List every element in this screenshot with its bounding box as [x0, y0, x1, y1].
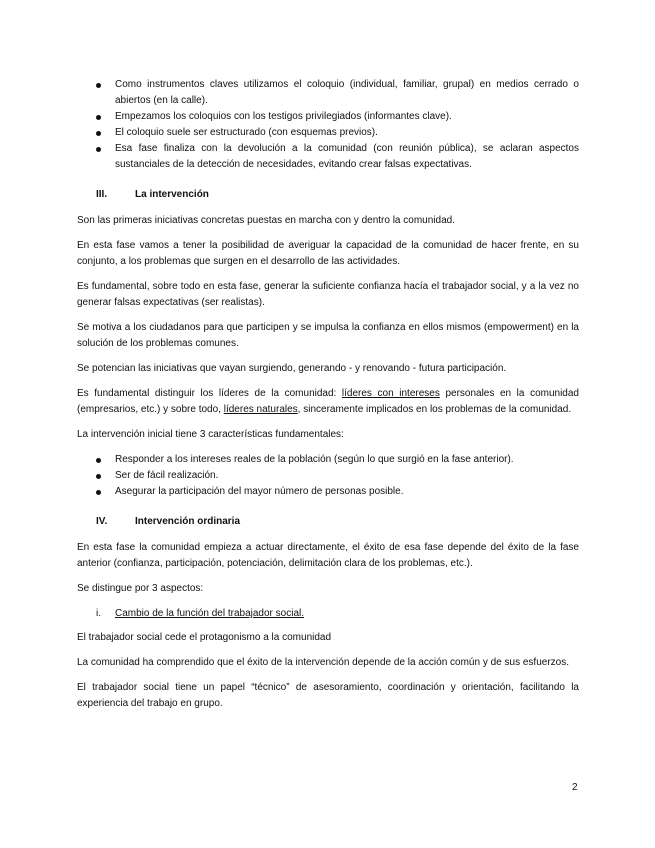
- paragraph: Se motiva a los ciudadanos para que participen y se impulsa la confianza en ellos mismos (empowerment) en la solución de los problemas comunes.: [77, 322, 579, 349]
- bullet-list-characteristics: [77, 452, 579, 500]
- bullet-icon: [96, 458, 101, 463]
- underlined-term: líderes naturales: [223, 404, 298, 415]
- subsection-heading-i: [77, 606, 579, 622]
- section-title: Intervención ordinaria: [135, 516, 241, 527]
- list-item: Empezamos los coloquios con los testigos privilegiados (informantes clave).: [77, 109, 579, 125]
- bullet-icon: [96, 147, 101, 152]
- section-title: La intervención: [135, 189, 209, 200]
- page-number: 2: [572, 782, 578, 793]
- bullet-icon: [96, 83, 101, 88]
- bullet-icon: [96, 115, 101, 120]
- paragraph: La comunidad ha comprendido que el éxito de la intervención depende de la acción común y de sus esfuerzos.: [77, 657, 569, 668]
- paragraph: Se distingue por 3 aspectos:: [77, 583, 204, 594]
- bullet-icon: [96, 131, 101, 136]
- subsection-title: Cambio de la función del trabajador social.: [115, 608, 304, 619]
- subsection-number: i.: [96, 608, 101, 619]
- bullet-list-top: [77, 77, 579, 173]
- section-heading-iii: [77, 187, 579, 203]
- paragraph: En esta fase vamos a tener la posibilidad de averiguar la capacidad de la comunidad de hacer frente, en su conjunto, a los problemas que surgen en el desarrollo de las actividades.: [77, 240, 579, 267]
- list-item: Asegurar la participación del mayor número de personas posible.: [77, 484, 579, 500]
- section-number: III.: [96, 189, 108, 200]
- section-number: IV.: [96, 516, 108, 527]
- list-item: El coloquio suele ser estructurado (con esquemas previos).: [77, 125, 579, 141]
- list-item: Esa fase finaliza con la devolución a la comunidad (con reunión pública), se aclaran aspectos sustanciales de la detección de necesidades, evitando crear falsas expectativas.: [77, 141, 579, 173]
- underlined-term: líderes con intereses: [341, 388, 440, 399]
- list-item: Responder a los intereses reales de la población (según lo que surgió en la fase anterior).: [77, 452, 579, 468]
- paragraph-leaders: Es fundamental distinguir los líderes de la comunidad: líderes con intereses personales en la comunidad (empresarios, etc.) y sobre todo, líderes naturales, sinceramente implicados en los problemas de la comunidad.: [77, 388, 579, 415]
- paragraph: Son las primeras iniciativas concretas puestas en marcha con y dentro la comunidad.: [77, 215, 455, 226]
- section-heading-iv: [77, 514, 579, 530]
- page-content: [77, 77, 579, 721]
- paragraph: El trabajador social tiene un papel “técnico” de asesoramiento, coordinación y orientación, facilitando la experiencia del trabajo en grupo.: [77, 682, 579, 709]
- list-item: Ser de fácil realización.: [77, 468, 579, 484]
- paragraph: Es fundamental, sobre todo en esta fase, generar la suficiente confianza hacía el trabajador social, y a la vez no generar falsas expectativas (ser realistas).: [77, 281, 579, 308]
- paragraph: Se potencian las iniciativas que vayan surgiendo, generando - y renovando - futura participación.: [77, 363, 507, 374]
- list-item: Como instrumentos claves utilizamos el coloquio (individual, familiar, grupal) en medios cerrado o abiertos (en la calle).: [77, 77, 579, 109]
- paragraph: El trabajador social cede el protagonismo a la comunidad: [77, 632, 332, 643]
- paragraph: La intervención inicial tiene 3 características fundamentales:: [77, 429, 344, 440]
- bullet-icon: [96, 474, 101, 479]
- bullet-icon: [96, 490, 101, 495]
- paragraph: En esta fase la comunidad empieza a actuar directamente, el éxito de esa fase depende del éxito de la fase anterior (confianza, participación, potenciación, delimitación clara de los problemas, etc.).: [77, 542, 579, 569]
